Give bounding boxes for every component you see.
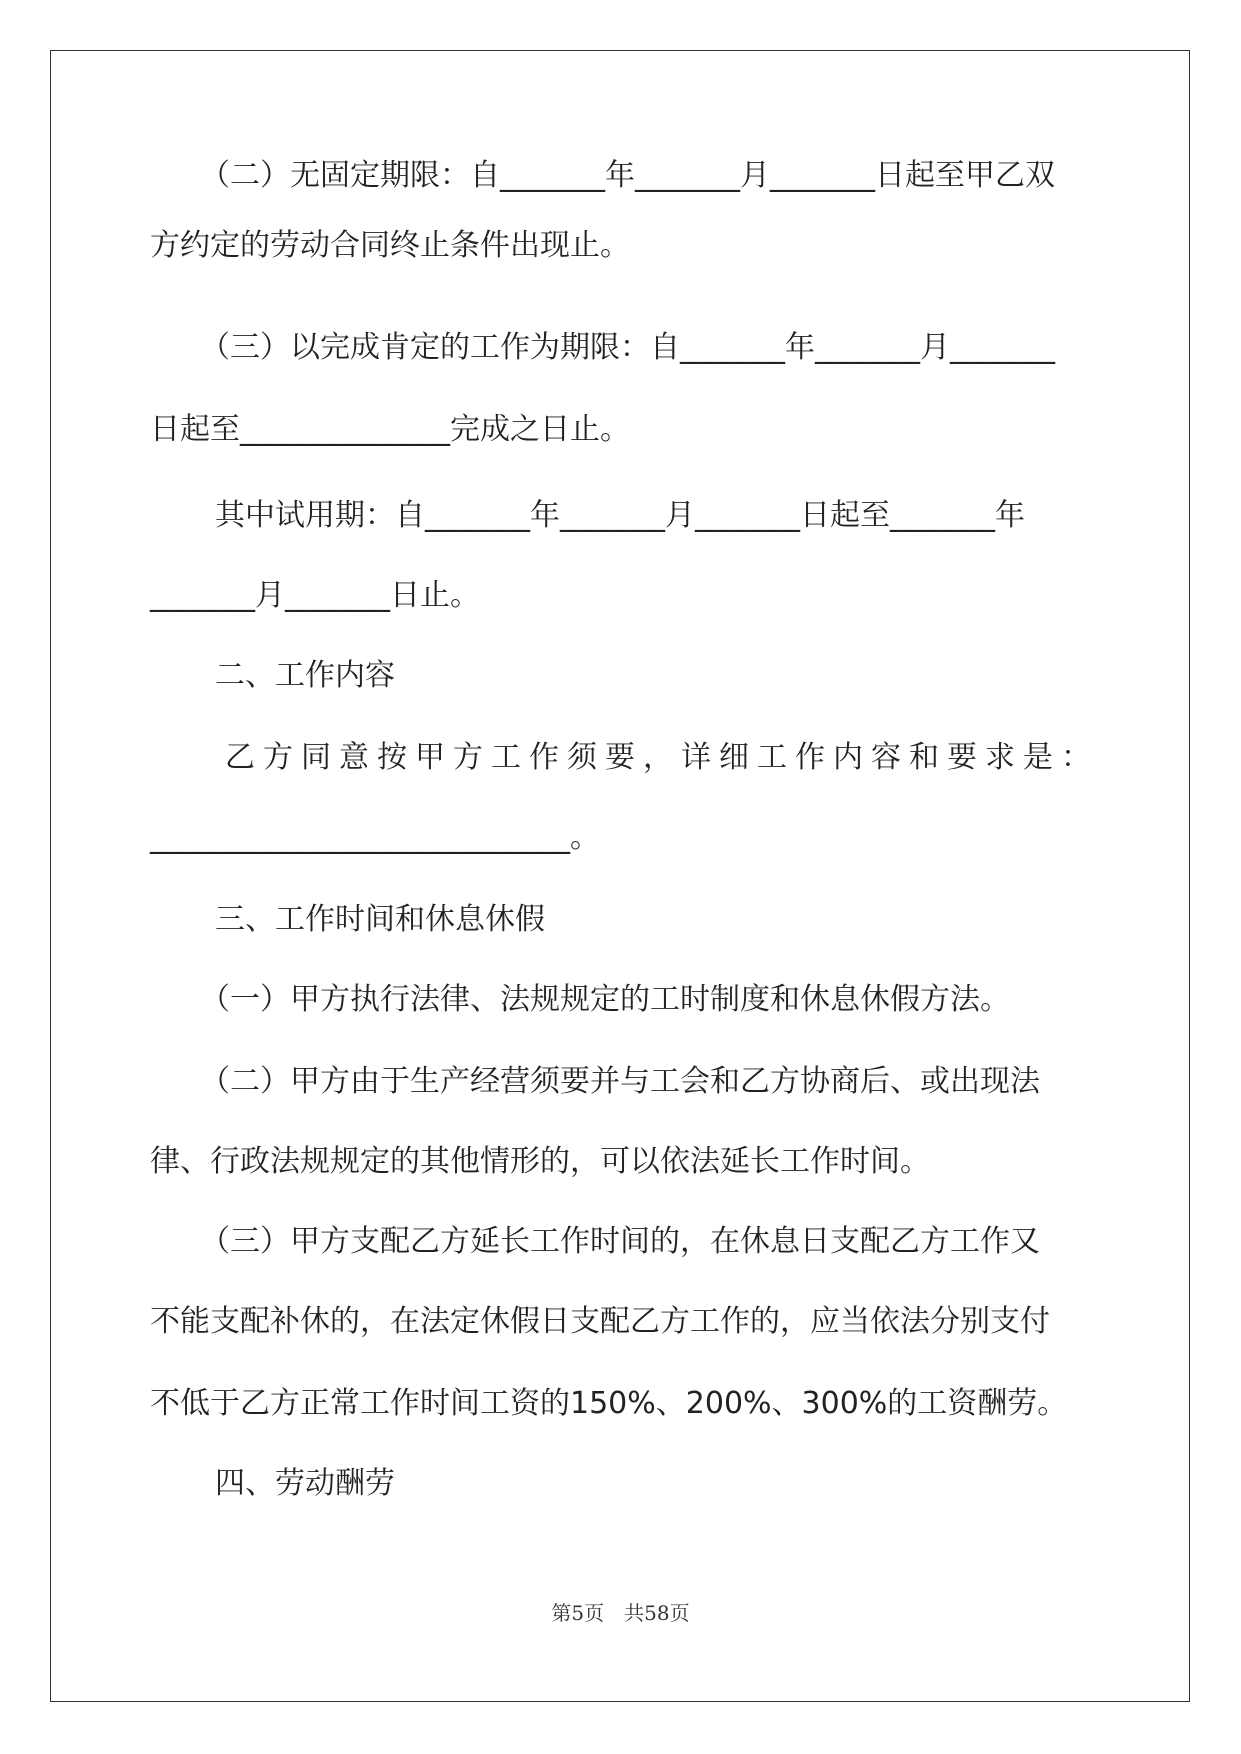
section-heading-3: 三、工作时间和休息休假 — [215, 902, 545, 937]
paragraph-line-11: 律、行政法规规定的其他情形的，可以依法延长工作时间。 — [150, 1144, 930, 1179]
paragraph-line-14: 不低于乙方正常工作时间工资的150%、200%、300%的工资酬劳。 — [150, 1386, 1068, 1421]
paragraph-line-1: （二）无固定期限：自_______年_______月_______日起至甲乙双 — [200, 158, 1055, 193]
paragraph-line-8: ____________________________。 — [150, 820, 600, 855]
paragraph-line-3: （三）以完成肯定的工作为期限：自_______年_______月_______ — [200, 330, 1055, 365]
paragraph-line-5: 其中试用期：自_______年_______月_______日起至_______年 — [215, 498, 1025, 533]
section-heading-2: 二、工作内容 — [215, 658, 395, 693]
paragraph-line-2: 方约定的劳动合同终止条件出现止。 — [150, 228, 630, 263]
page-border — [50, 50, 1190, 1702]
page-number-footer: 第5页 共58页 — [551, 1601, 690, 1625]
paragraph-line-9: （一）甲方执行法律、法规规定的工时制度和休息休假方法。 — [200, 982, 1010, 1017]
section-heading-4: 四、劳动酬劳 — [215, 1466, 395, 1501]
paragraph-line-6: _______月_______日止。 — [150, 578, 480, 613]
paragraph-line-10: （二）甲方由于生产经营须要并与工会和乙方协商后、或出现法 — [200, 1064, 1040, 1099]
paragraph-line-4: 日起至______________完成之日止。 — [150, 412, 630, 447]
paragraph-line-12: （三）甲方支配乙方延长工作时间的，在休息日支配乙方工作又 — [200, 1224, 1040, 1259]
paragraph-line-13: 不能支配补休的，在法定休假日支配乙方工作的，应当依法分别支付 — [150, 1304, 1050, 1339]
paragraph-line-7: 乙方同意按甲方工作须要，详细工作内容和要求是： — [225, 740, 1099, 775]
